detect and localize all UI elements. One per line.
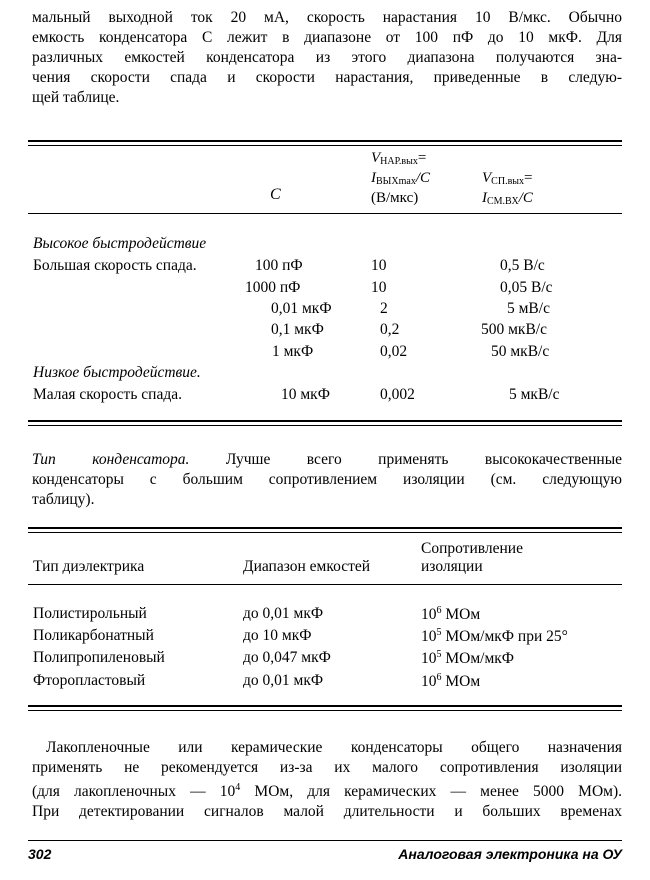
table2-cell-range: до 0,01 мкФ <box>243 672 324 689</box>
table2-header-type: Тип диэлектрика <box>33 558 145 575</box>
table1-top-rule <box>28 140 622 146</box>
table2-header-rule <box>28 584 622 585</box>
mid-line: конденсаторы с большим сопротивлением изоляции (см. следующую <box>32 471 622 488</box>
outro-line: (для лакопленочных — $10^4$ МОм, для керамических — менее 5000 МОм). <box>32 782 623 800</box>
table2-cell-type: Фторопластовый <box>33 672 146 689</box>
table1-cell-rise: 10 <box>371 279 387 296</box>
table2-cell-type: Поликарбонатный <box>33 627 154 644</box>
table2-cell-res: $10^5$ МОм/мкФ <box>421 649 515 667</box>
table1-cell-fall: 0,5 В/с <box>500 257 545 274</box>
table1-cell-c: 10 мкФ <box>281 386 330 403</box>
table1-cell-rise: 10 <box>371 257 387 274</box>
intro-line: различных емкостей конденсатора из этого диапазона получаются зна- <box>32 49 622 66</box>
table1-cell-c: 1000 пФ <box>245 279 301 296</box>
table1-header-rule <box>28 213 622 214</box>
table1-header-c: C <box>270 186 281 203</box>
table2-header-res-1: Сопротивление <box>421 540 523 557</box>
table1-row-label: Большая скорость спада. <box>33 257 197 274</box>
table1-cell-fall: 50 мкВ/с <box>491 343 550 360</box>
outro-paragraph <box>32 738 622 822</box>
intro-line: щей таблице. <box>32 89 120 106</box>
page-number: 302 <box>28 846 52 862</box>
table2-cell-range: до 0,047 мкФ <box>243 649 331 666</box>
mid-paragraph: Тип конденсатора. Лучше всего применять высококачественные конденсаторы с большим сопротивлением изоляции (см. следующую таблицу). <box>32 451 622 508</box>
group-label-fast: Высокое быстродействие <box>33 235 207 252</box>
table1-cell-rise: 0,002 <box>380 386 415 403</box>
intro-line: мальный выходной ток 20 мА, скорость нарастания 10 В/мкс. Обычно <box>32 9 622 26</box>
table2-bottom-rule <box>28 705 622 711</box>
table1-cell-c: 100 пФ <box>255 257 303 274</box>
table1-cell-c: 1 мкФ <box>272 343 314 360</box>
intro-paragraph <box>32 8 622 108</box>
outro-line: При детектировании сигналов малой длительности и больших временах <box>32 803 622 820</box>
footer-rule <box>28 840 622 841</box>
table1-cell-rise: 0,02 <box>380 343 408 360</box>
table2-cell-range: до 0,01 мкФ <box>243 605 324 622</box>
table2-header-range: Диапазон емкостей <box>243 558 371 575</box>
running-title: Аналоговая электроника на ОУ <box>398 846 622 862</box>
table1-cell-rise: 0,2 <box>380 321 400 338</box>
table1-cell-rise: 2 <box>380 300 388 317</box>
table2-header-res-2: изоляции <box>421 558 483 575</box>
table2-top-rule <box>28 527 622 533</box>
table1-cell-c: 0,01 мкФ <box>271 300 332 317</box>
outro-line: применять не рекомендуется из-за их малого сопротивления изоляции <box>32 759 622 776</box>
table1-header-rise: $V_{НАР.вых}=$ $I_{ВЫХmax}/C$ (В/мкс) <box>371 150 431 206</box>
table2-cell-res: $10^5$ МОм/мкФ при 25° <box>421 627 568 645</box>
table2-cell-res: $10^6$ МОм <box>421 672 481 690</box>
table1-cell-fall: 5 мкВ/с <box>509 386 560 403</box>
table2-cell-res: $10^6$ МОм <box>421 605 481 623</box>
table2-cell-type: Полистирольный <box>33 605 147 622</box>
table1-cell-fall: 0,05 В/с <box>500 279 553 296</box>
outro-line: Лакопленочные или керамические конденсаторы общего назначения <box>46 739 622 756</box>
mid-line: таблицу). <box>32 491 95 508</box>
intro-line: емкость конденсатора C лежит в диапазоне от 100 пФ до 10 мкФ. Для <box>32 29 622 46</box>
table2-cell-range: до 10 мкФ <box>243 627 312 644</box>
table1-bottom-rule <box>28 420 622 426</box>
group-label-slow: Низкое быстродействие. <box>33 364 201 381</box>
mid-lead: Тип конденсатора. <box>32 451 190 468</box>
table1-cell-fall: 500 мкВ/с <box>481 321 547 338</box>
table2-cell-type: Полипропиленовый <box>33 649 165 666</box>
table1-cell-c: 0,1 мкФ <box>271 321 324 338</box>
table1-row-label: Малая скорость спада. <box>33 386 182 403</box>
intro-line: чения скорости спада и скорости нарастания, приведенные в следую- <box>32 69 622 86</box>
table1-header-fall: $V_{СП.вых}=$ $I_{СМ.ВХ}/C$ <box>482 170 533 207</box>
table1-cell-fall: 5 мВ/с <box>507 300 550 317</box>
